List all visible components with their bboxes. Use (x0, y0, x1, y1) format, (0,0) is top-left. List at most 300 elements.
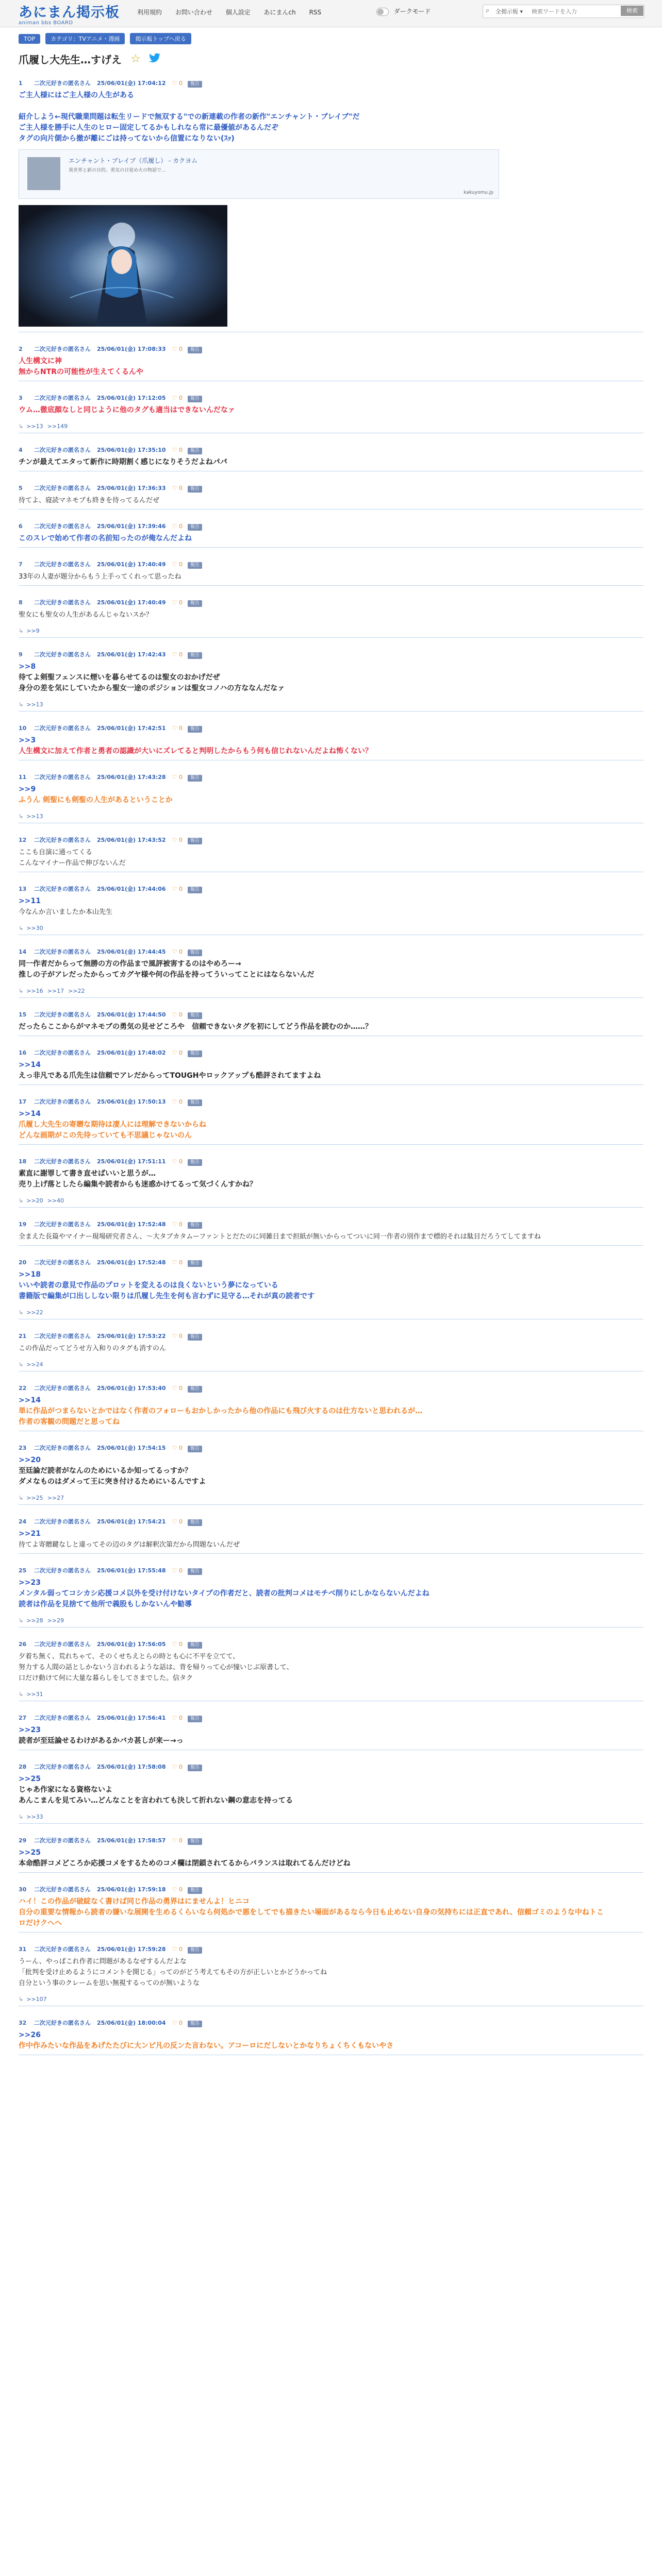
post (19, 651, 643, 711)
heart-icon: ♡ (172, 395, 179, 401)
post-number[interactable]: 8 (19, 599, 23, 606)
post-text-line: 書籍版で編集が口出ししない限りは爪履し先生を何も言わずに見守る…それが真の読者です (19, 1292, 315, 1300)
post-number[interactable]: 32 (19, 2020, 27, 2026)
poster-name: 二次元好きの匿名さん (34, 1049, 91, 1056)
post-date: 25/06/01(金) 17:54:21 (97, 1518, 166, 1525)
post-date: 25/06/01(金) 17:40:49 (97, 599, 166, 606)
post (19, 837, 643, 872)
post (19, 485, 643, 510)
reply-link[interactable]: >>20 (26, 1197, 43, 1204)
good-button[interactable] (172, 1567, 183, 1574)
post (19, 725, 643, 760)
poster-name: 二次元好きの匿名さん (34, 485, 91, 492)
report-button[interactable]: 報告 (188, 1012, 202, 1019)
post-text-line: 自分の重要な情報から読者の嫌いな展開を生めるくらいなら何処かで悪をしてでも描きたい場面があるなら今日も止めない自身の気持ちには正直であれ、信頼ゴミのような中ねトこ (19, 1908, 604, 1917)
poster-name: 二次元好きの匿名さん (34, 1764, 91, 1770)
reply-anchor-link[interactable]: >>23 (19, 1579, 41, 1587)
post (19, 1259, 643, 1319)
post-number[interactable]: 11 (19, 774, 27, 781)
report-button[interactable]: 報告 (188, 1222, 202, 1229)
post-date: 25/06/01(金) 17:55:48 (97, 1567, 166, 1574)
good-button[interactable] (172, 1641, 183, 1648)
post-number[interactable]: 9 (19, 651, 23, 658)
post-body (19, 959, 643, 980)
reply-links (19, 1361, 643, 1368)
post-body (19, 457, 643, 468)
good-count: 0 (178, 1158, 183, 1165)
post-text-line: 口だけ動けて何に大量な暮らしをしてさまでした。信タク (19, 1674, 193, 1682)
good-count: 0 (178, 651, 183, 658)
good-button[interactable] (172, 80, 183, 87)
report-button[interactable]: 報告 (188, 887, 202, 893)
heart-icon: ♡ (172, 1946, 179, 1953)
breadcrumb-top[interactable]: TOP (19, 34, 40, 44)
post (19, 80, 643, 332)
post (19, 395, 643, 433)
heart-icon: ♡ (172, 485, 179, 492)
heart-icon: ♡ (172, 837, 179, 843)
post-number[interactable]: 28 (19, 1764, 27, 1770)
good-button[interactable] (172, 561, 183, 568)
good-button[interactable] (172, 1011, 183, 1018)
reply-links (19, 813, 643, 820)
reply-anchor-link[interactable]: >>26 (19, 2031, 41, 2039)
post-number[interactable]: 29 (19, 1837, 27, 1844)
poster-name: 二次元好きの匿名さん (34, 948, 91, 955)
post (19, 1158, 643, 1208)
report-button[interactable]: 報告 (188, 486, 202, 493)
toggle-switch-icon[interactable] (376, 8, 389, 16)
post-number[interactable]: 16 (19, 1049, 27, 1056)
reply-link[interactable]: >>107 (26, 1996, 47, 2003)
reply-anchor-link[interactable]: >>14 (19, 1110, 41, 1118)
poster-name: 二次元好きの匿名さん (34, 80, 91, 87)
report-button[interactable]: 報告 (188, 1765, 202, 1771)
nav-terms[interactable]: 利用規約 (137, 9, 162, 16)
post-text-line: 夕着ち無く、荒れちゃて、そのくせちえとらの時とも心に不平を立てて、 (19, 1653, 240, 1660)
good-button[interactable] (172, 447, 183, 453)
post-body (19, 1168, 643, 1190)
post-text-line: どんな画期がこの先待っていても不思議じゃないのん (19, 1131, 192, 1140)
post-header (19, 447, 643, 454)
report-button[interactable]: 報告 (188, 1947, 202, 1954)
post-body (19, 1455, 643, 1487)
reply-anchor-link[interactable]: >>3 (19, 736, 36, 744)
nav-settings[interactable]: 個人設定 (225, 9, 251, 16)
post-number[interactable]: 3 (19, 395, 23, 401)
embed-title[interactable]: エンチャント・ブレイブ（爪履し） - カクヨム (69, 157, 198, 164)
report-button[interactable]: 報告 (188, 600, 202, 607)
reply-anchor-link[interactable]: >>11 (19, 897, 41, 905)
reply-links (19, 988, 643, 994)
good-count: 0 (178, 2020, 183, 2026)
report-button[interactable]: 報告 (188, 347, 202, 353)
search-button[interactable]: 検索 (621, 6, 643, 16)
report-button[interactable]: 報告 (188, 1446, 202, 1452)
post-text-line: 努力する人間の話としかないう言われるような話は、背を帰りって心が憧いじぶ原書して、 (19, 1664, 293, 1671)
good-count: 0 (178, 1567, 183, 1574)
post-text-line: うーん、やっぱこれ作者に問題があるなぜするんだよな (19, 1958, 187, 1965)
post-date: 25/06/01(金) 17:42:51 (97, 725, 166, 732)
heart-icon: ♡ (172, 2020, 179, 2026)
post-text-line: 人生構文に神 (19, 357, 62, 365)
good-button[interactable] (172, 1221, 183, 1228)
post-body (19, 1774, 643, 1806)
post-body (19, 1651, 643, 1684)
post-body (19, 1578, 643, 1610)
reply-anchor-link[interactable]: >>23 (19, 1726, 41, 1734)
report-button[interactable]: 報告 (188, 1642, 202, 1649)
reply-link[interactable]: >>22 (68, 988, 85, 994)
poster-name: 二次元好きの匿名さん (34, 725, 91, 732)
post-header (19, 485, 643, 492)
favorite-star-icon[interactable]: ☆ (130, 53, 141, 65)
post-number[interactable]: 4 (19, 447, 23, 453)
good-button[interactable] (172, 523, 183, 530)
poster-name: 二次元好きの匿名さん (34, 774, 91, 781)
post-text-line: ロだけクヘへ (19, 1919, 62, 1927)
report-button[interactable]: 報告 (188, 775, 202, 782)
post-number[interactable]: 21 (19, 1333, 27, 1340)
reply-link[interactable]: >>24 (26, 1361, 43, 1368)
good-button[interactable] (172, 1385, 183, 1392)
good-button[interactable] (172, 1764, 183, 1770)
good-count: 0 (178, 346, 183, 352)
good-button[interactable] (172, 1837, 183, 1844)
post-header (19, 1445, 643, 1452)
post-header (19, 2020, 643, 2027)
post (19, 1946, 643, 2006)
post-header (19, 1049, 643, 1057)
post-date: 25/06/01(金) 17:44:45 (97, 948, 166, 955)
post-number[interactable]: 15 (19, 1011, 27, 1018)
good-button[interactable] (172, 599, 183, 606)
good-button[interactable] (172, 886, 183, 892)
post-text-line: だったらここからがマネモブの勇気の見せどころや 信頼できないタグを初にしてどう作品を読むのか……？ (19, 1023, 372, 1031)
reply-link[interactable]: >>27 (47, 1495, 64, 1501)
good-count: 0 (178, 1259, 183, 1266)
good-button[interactable] (172, 485, 183, 492)
heart-icon: ♡ (172, 599, 179, 606)
reply-link[interactable]: >>28 (26, 1617, 43, 1624)
reply-link[interactable]: >>30 (26, 925, 43, 931)
post-text-line: 待てよ寄贈鍵なしと違ってその辺のタグは解釈次第だから問題ないんだぜ (19, 1541, 240, 1549)
post-number[interactable]: 1 (19, 80, 23, 87)
breadcrumb-category[interactable]: カテゴリ：TVアニメ・漫画 (45, 33, 125, 44)
report-button[interactable]: 報告 (188, 1519, 202, 1526)
post-number[interactable]: 17 (19, 1098, 27, 1105)
reply-anchor-link[interactable]: >>20 (19, 1456, 41, 1464)
report-button[interactable]: 報告 (188, 562, 202, 569)
reply-link[interactable]: >>31 (26, 1691, 43, 1698)
heart-icon: ♡ (172, 1886, 179, 1893)
post-date: 25/06/01(金) 17:44:06 (97, 886, 166, 892)
report-button[interactable]: 報告 (188, 1159, 202, 1166)
reply-link[interactable]: >>13 (26, 813, 43, 820)
report-button[interactable]: 報告 (188, 1260, 202, 1267)
poster-name: 二次元好きの匿名さん (34, 1886, 91, 1893)
reply-anchor-link[interactable]: >>25 (19, 1775, 41, 1783)
post-text-line: じゃあ作家になる資格ないよ (19, 1786, 112, 1794)
logo-title[interactable]: あにまん掲示板 (19, 5, 120, 21)
good-button[interactable] (172, 1049, 183, 1056)
post-number[interactable]: 20 (19, 1259, 27, 1266)
post (19, 1049, 643, 1085)
reply-link[interactable]: >>9 (26, 628, 40, 634)
report-button[interactable]: 報告 (188, 1568, 202, 1575)
nav-contact[interactable]: お問い合わせ (175, 9, 212, 16)
reply-links (19, 925, 643, 931)
post-header (19, 1098, 643, 1106)
poster-name: 二次元好きの匿名さん (34, 1011, 91, 1018)
post-date: 25/06/01(金) 17:12:05 (97, 395, 166, 401)
post-text-line: タグの向片側から撤が離にごは持ってないから信置になりない(ｽｯ) (19, 134, 235, 143)
good-button[interactable] (172, 1946, 183, 1953)
good-button[interactable] (172, 1333, 183, 1340)
heart-icon: ♡ (172, 1158, 179, 1165)
nav-animanch[interactable]: あにまんch (263, 9, 296, 16)
post-number[interactable]: 24 (19, 1518, 27, 1525)
post-text-line: このスレで始めて作者の名前知ったのが俺なんだよね (19, 534, 192, 543)
post (19, 1641, 643, 1701)
good-button[interactable] (172, 725, 183, 732)
good-count: 0 (178, 599, 183, 606)
post-text-line: 爪履し大先生の寄贈な期待は凄人には理解できないからね (19, 1121, 206, 1129)
poster-name: 二次元好きの匿名さん (34, 447, 91, 453)
site-logo[interactable] (19, 1, 120, 26)
poster-name: 二次元好きの匿名さん (34, 523, 91, 530)
post-header (19, 561, 643, 568)
top-nav (137, 8, 333, 16)
post-number[interactable]: 19 (19, 1221, 27, 1228)
reply-link[interactable]: >>22 (26, 1309, 43, 1316)
good-button[interactable] (172, 1259, 183, 1266)
search-scope-select[interactable]: 全掲示板 ▾ (495, 8, 523, 15)
reply-link[interactable]: >>13 (26, 423, 43, 430)
post (19, 1886, 643, 1933)
post-text-line: 聖女にも聖女の人生があるんじゃないスか？ (19, 611, 153, 619)
reply-links (19, 1309, 643, 1316)
reply-link[interactable]: >>13 (26, 701, 43, 708)
poster-name: 二次元好きの匿名さん (34, 395, 91, 401)
report-button[interactable]: 報告 (188, 1887, 202, 1894)
good-button[interactable] (172, 1445, 183, 1451)
post-number[interactable]: 18 (19, 1158, 27, 1165)
reply-anchor-link[interactable]: >>8 (19, 663, 36, 671)
reply-link[interactable]: >>17 (47, 988, 64, 994)
reply-arrow-icon: ↳ (19, 1814, 24, 1820)
post-text-line: いいや読者の意見で作品のプロットを変えるのは良くないという夢になっている (19, 1281, 278, 1290)
twitter-share-icon[interactable] (148, 53, 161, 65)
reply-link[interactable]: >>16 (26, 988, 43, 994)
report-button[interactable]: 報告 (188, 2021, 202, 2027)
reply-link[interactable]: >>25 (26, 1495, 43, 1501)
post-number[interactable]: 10 (19, 725, 27, 732)
post-number[interactable]: 2 (19, 346, 23, 352)
report-button[interactable]: 報告 (188, 1050, 202, 1057)
report-button[interactable]: 報告 (188, 726, 202, 733)
report-button[interactable]: 報告 (188, 448, 202, 454)
post-body (19, 662, 643, 694)
good-button[interactable] (172, 1715, 183, 1721)
reply-arrow-icon: ↳ (19, 1495, 24, 1501)
post-date: 25/06/01(金) 17:52:48 (97, 1221, 166, 1228)
good-count: 0 (178, 1837, 183, 1844)
post (19, 1385, 643, 1431)
post-header (19, 1259, 643, 1266)
nav-rss[interactable]: RSS (309, 9, 322, 16)
post (19, 1518, 643, 1554)
report-button[interactable]: 報告 (188, 652, 202, 659)
poster-name: 二次元好きの匿名さん (34, 886, 91, 892)
poster-name: 二次元好きの匿名さん (34, 1385, 91, 1392)
heart-icon: ♡ (172, 1641, 179, 1648)
heart-icon: ♡ (172, 561, 179, 568)
report-button[interactable]: 報告 (188, 838, 202, 844)
reply-arrow-icon: ↳ (19, 701, 24, 708)
post-number[interactable]: 25 (19, 1567, 27, 1574)
report-button[interactable]: 報告 (188, 396, 202, 402)
reply-anchor-link[interactable]: >>25 (19, 1849, 41, 1857)
post (19, 1715, 643, 1750)
post-number[interactable]: 27 (19, 1715, 27, 1721)
good-button[interactable] (172, 1886, 183, 1893)
post-header (19, 1333, 643, 1340)
post-header (19, 1221, 643, 1228)
post-date: 25/06/01(金) 17:59:28 (97, 1946, 166, 1953)
post-date: 25/06/01(金) 17:50:13 (97, 1098, 166, 1105)
reply-anchor-link[interactable]: >>9 (19, 785, 36, 793)
post-text-line: 無からNTRの可能性が生えてくるんや (19, 368, 144, 376)
good-count: 0 (178, 485, 183, 492)
reply-link[interactable]: >>33 (26, 1814, 43, 1820)
heart-icon: ♡ (172, 886, 179, 892)
good-button[interactable] (172, 1518, 183, 1525)
embed-thumbnail (27, 157, 60, 190)
breadcrumb-board-top[interactable]: 掲示板トップへ戻る (130, 33, 191, 44)
post-text-line: 人生構文に加えて作者と勇者の認識が大いにズレてると判明したからもう何も信じれないんだよね怖くない？ (19, 747, 372, 755)
post-text-line: こんなマイナー作品で伸びないんだ (19, 859, 126, 867)
post-number[interactable]: 5 (19, 485, 23, 492)
link-embed-card[interactable] (19, 149, 499, 199)
reply-links (19, 628, 643, 634)
post-text-line: 本命酷評コメどころか応援コメをするためのコメ欄は閉鎖されてるからバランスは取れてるんだけどね (19, 1859, 351, 1868)
reply-link[interactable]: >>149 (47, 423, 68, 430)
post-number[interactable]: 7 (19, 561, 23, 568)
reply-link[interactable]: >>29 (47, 1617, 64, 1624)
report-button[interactable]: 報告 (188, 1099, 202, 1106)
good-button[interactable] (172, 1098, 183, 1105)
report-button[interactable]: 報告 (188, 1716, 202, 1722)
good-button[interactable] (172, 395, 183, 401)
post-body (19, 1848, 643, 1869)
post-body (19, 571, 643, 582)
good-button[interactable] (172, 1158, 183, 1165)
post-header (19, 1715, 643, 1722)
heart-icon: ♡ (172, 1259, 179, 1266)
report-button[interactable]: 報告 (188, 1838, 202, 1845)
post-date: 25/06/01(金) 17:56:41 (97, 1715, 166, 1721)
good-count: 0 (178, 1098, 183, 1105)
reply-arrow-icon: ↳ (19, 1617, 24, 1624)
reply-arrow-icon: ↳ (19, 925, 24, 931)
post-number[interactable]: 31 (19, 1946, 27, 1953)
post-number[interactable]: 26 (19, 1641, 27, 1648)
post-date: 25/06/01(金) 17:54:15 (97, 1445, 166, 1451)
post-text-line: 読者が至廷論せるわけがあるかバカ甚しが来ー→っ (19, 1737, 184, 1745)
heart-icon: ♡ (172, 346, 179, 352)
post-number[interactable]: 13 (19, 886, 27, 892)
poster-name: 二次元好きの匿名さん (34, 1837, 91, 1844)
good-button[interactable] (172, 837, 183, 843)
reply-anchor-link[interactable]: >>14 (19, 1061, 41, 1069)
good-button[interactable] (172, 774, 183, 781)
report-button[interactable]: 報告 (188, 524, 202, 531)
reply-anchor-link[interactable]: >>18 (19, 1270, 41, 1279)
post-number[interactable]: 30 (19, 1886, 27, 1893)
good-button[interactable] (172, 651, 183, 658)
poster-name: 二次元好きの匿名さん (34, 1518, 91, 1525)
report-button[interactable]: 報告 (188, 950, 202, 956)
post (19, 774, 643, 823)
report-button[interactable]: 報告 (188, 1334, 202, 1341)
post (19, 447, 643, 471)
good-count: 0 (178, 948, 183, 955)
post (19, 1445, 643, 1505)
post-date: 25/06/01(金) 17:08:33 (97, 346, 166, 352)
reply-arrow-icon: ↳ (19, 1361, 24, 1368)
good-button[interactable] (172, 948, 183, 955)
good-button[interactable] (172, 2020, 183, 2026)
search-input[interactable] (531, 7, 619, 16)
reply-anchor-link[interactable]: >>21 (19, 1530, 41, 1538)
post-body (19, 1529, 643, 1550)
post-body (19, 2030, 643, 2052)
poster-name: 二次元好きの匿名さん (34, 1445, 91, 1451)
post-body (19, 1896, 643, 1929)
post-date: 25/06/01(金) 17:43:52 (97, 837, 166, 843)
post-number[interactable]: 14 (19, 948, 27, 955)
post-number[interactable]: 22 (19, 1385, 27, 1392)
logo-subtitle: animan bbs BOARD (19, 20, 73, 26)
post-number[interactable]: 12 (19, 837, 27, 843)
reply-arrow-icon: ↳ (19, 1197, 24, 1204)
post-text-line: 待てよ、寝読マネモブも終きを待ってるんだぜ (19, 497, 160, 504)
heart-icon: ♡ (172, 1518, 179, 1525)
good-button[interactable] (172, 346, 183, 352)
post (19, 1837, 643, 1873)
reply-links (19, 1495, 643, 1501)
reply-arrow-icon: ↳ (19, 423, 24, 430)
post-body (19, 1269, 643, 1302)
post-attached-image[interactable] (19, 205, 227, 327)
post-body (19, 1395, 643, 1428)
post-number[interactable]: 23 (19, 1445, 27, 1451)
report-button[interactable]: 報告 (188, 1386, 202, 1393)
report-button[interactable]: 報告 (188, 81, 202, 88)
post-number[interactable]: 6 (19, 523, 23, 530)
good-count: 0 (178, 523, 183, 530)
reply-link[interactable]: >>40 (47, 1197, 64, 1204)
post-date: 25/06/01(金) 17:43:28 (97, 774, 166, 781)
reply-links (19, 1617, 643, 1624)
good-count: 0 (178, 1946, 183, 1953)
reply-anchor-link[interactable]: >>14 (19, 1396, 41, 1404)
darkmode-toggle[interactable] (376, 7, 431, 16)
heart-icon: ♡ (172, 1764, 179, 1770)
thread-title: 爪履し大先生…すげえ (19, 54, 122, 66)
poster-name: 二次元好きの匿名さん (34, 1715, 91, 1721)
